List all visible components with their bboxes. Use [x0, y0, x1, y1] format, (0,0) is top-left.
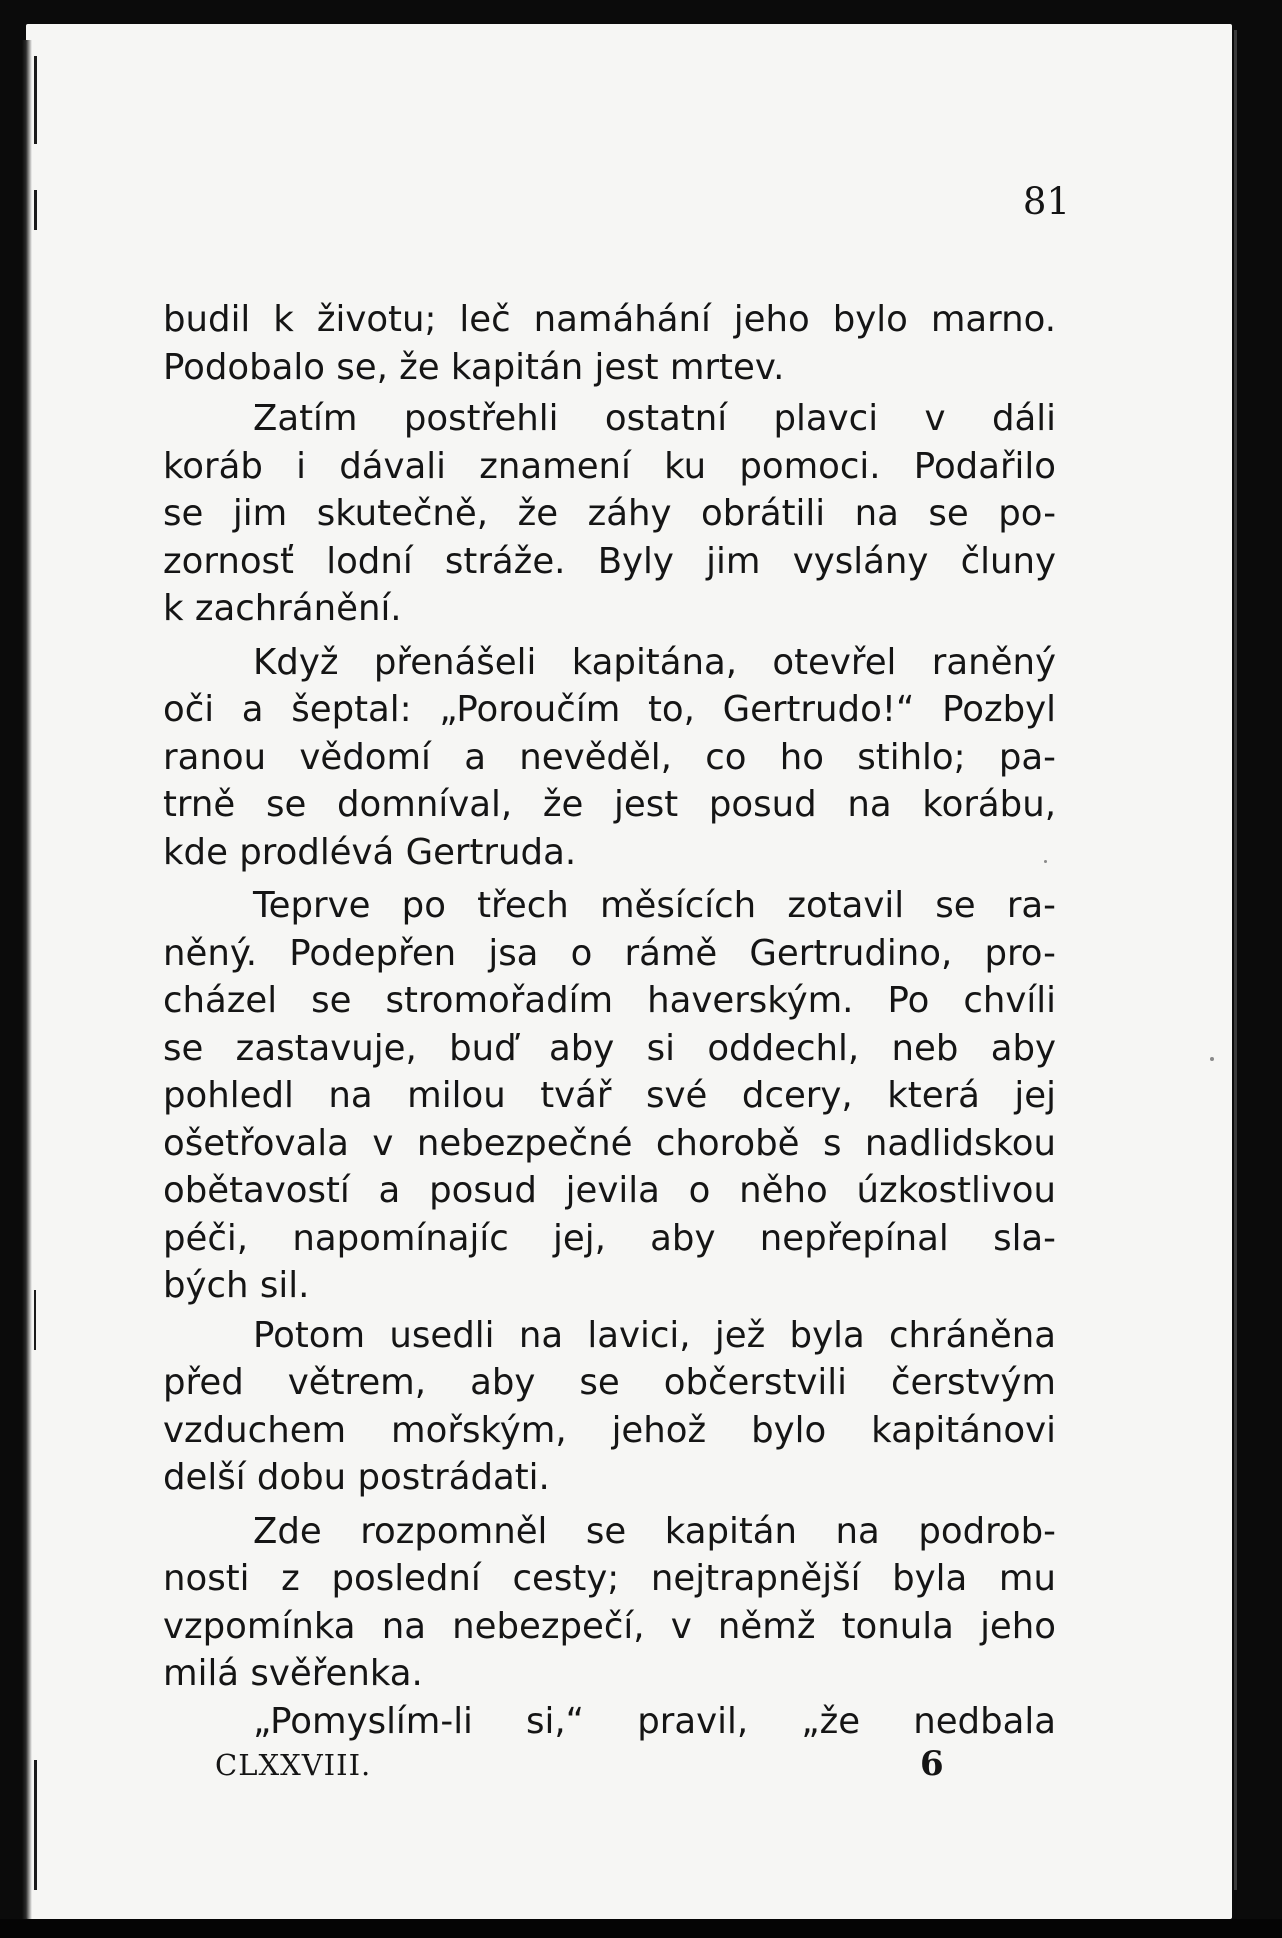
- page-number: 81: [1022, 180, 1070, 223]
- scan-bottom-edge: [0, 1919, 1282, 1938]
- signature-mark: CLXXVIII.: [215, 1748, 372, 1782]
- text-line: Podobalo se, že kapitán jest mrtev.: [163, 346, 785, 388]
- text-line: Potom usedli na lavici, jež byla chráněna: [253, 1314, 1056, 1356]
- text-line: trně se domníval, že jest posud na korábu,: [163, 784, 1056, 825]
- spine-mark: [34, 1290, 36, 1350]
- text-line: ošetřovala v nebezpečné chorobě s nadlidskou: [163, 1122, 1056, 1164]
- text-line: delší dobu postrádati.: [163, 1457, 550, 1498]
- text-line: Když přenášeli kapitána, otevřel raněný: [253, 641, 1056, 683]
- text-line: před větrem, aby se občerstvili čerstvým: [163, 1362, 1056, 1403]
- text-line: kde prodlévá Gertruda.: [163, 831, 577, 873]
- page-body-text: [163, 296, 1056, 1745]
- text-line: něný. Podepřen jsa o rámě Gertrudino, pro-: [163, 932, 1056, 974]
- text-line: budil k životu; leč namáhání jeho bylo marno.: [163, 299, 1056, 340]
- text-line: oči a šeptal: „Poroučím to, Gertrudo!“ Pozbyl: [163, 689, 1056, 730]
- text-line: k zachránění.: [163, 588, 402, 629]
- text-line: péči, napomínajíc jej, aby nepřepínal sla-: [163, 1217, 1056, 1259]
- text-line: se zastavuje, buď aby si oddechl, neb aby: [163, 1027, 1056, 1069]
- spine-mark: [34, 190, 37, 230]
- text-line: Teprve po třech měsících zotavil se ra-: [253, 885, 1056, 926]
- spine-mark: [34, 1760, 37, 1890]
- text-line: obětavostí a posud jevila o něho úzkostlivou: [163, 1170, 1056, 1211]
- text-line: cházel se stromořadím haverským. Po chvíli: [163, 980, 1056, 1021]
- paper-speck: [1210, 1057, 1214, 1061]
- scan-right-edge: [1232, 0, 1282, 1938]
- text-line: Zde rozpomněl se kapitán na podrob-: [253, 1510, 1056, 1552]
- text-line: nosti z poslední cesty; nejtrapnější byla mu: [163, 1558, 1056, 1599]
- page-right-edge-line: [1234, 30, 1237, 1890]
- text-line: koráb i dávali znamení ku pomoci. Podařilo: [163, 445, 1056, 487]
- spine-mark: [34, 56, 37, 144]
- text-line: bých sil.: [163, 1265, 310, 1306]
- text-line: zornosť lodní stráže. Byly jim vyslány čluny: [163, 540, 1056, 582]
- text-line: ranou vědomí a nevěděl, co ho stihlo; pa-: [163, 736, 1056, 778]
- page-spine-shadow: [22, 40, 32, 1920]
- text-line: vzpomínka na nebezpečí, v němž tonula jeho: [163, 1605, 1056, 1647]
- text-line: Zatím postřehli ostatní plavci v dáli: [253, 398, 1056, 439]
- text-line: vzduchem mořským, jehož bylo kapitánovi: [163, 1409, 1056, 1451]
- text-line: „Pomyslím-li si,“ pravil, „že nedbala: [253, 1700, 1056, 1742]
- sheet-number: 6: [920, 1744, 944, 1784]
- text-line: milá svěřenka.: [163, 1653, 423, 1694]
- text-line: pohledl na milou tvář své dcery, která jej: [163, 1075, 1056, 1116]
- text-line: se jim skutečně, že záhy obrátili na se po-: [163, 493, 1056, 534]
